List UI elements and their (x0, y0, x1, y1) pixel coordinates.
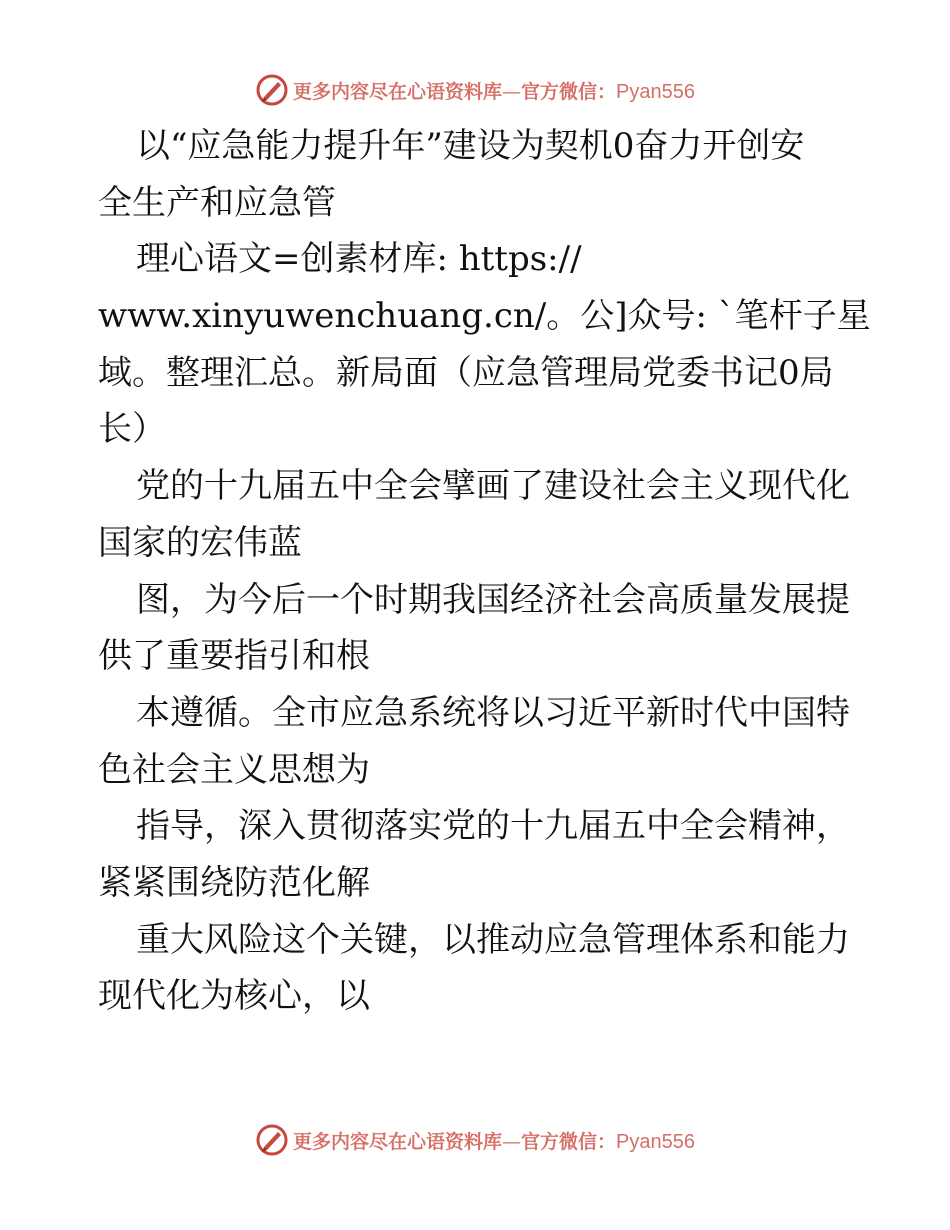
text-line: 重大风险这个关键，以推动应急管理体系和能力 (136, 919, 850, 960)
paragraph (98, 798, 853, 911)
text-line: 国家的宏伟蓝 (98, 522, 302, 563)
footer-banner-text (293, 1127, 695, 1154)
text-line: 长） (98, 409, 166, 450)
paragraph (98, 231, 871, 458)
footer-banner-main: 更多内容尽在心语资料库 (293, 1130, 503, 1153)
text-line: 色社会主义思想为 (98, 749, 370, 790)
header-banner-text (293, 77, 695, 104)
header-banner (0, 70, 950, 110)
header-banner-label: 官方微信： (521, 80, 617, 103)
paragraph (98, 118, 853, 231)
text-line: 供了重要指引和根 (98, 636, 370, 677)
footer-banner-id: Pyan556 (616, 1130, 695, 1153)
text-line: 域。整理汇总。新局面（应急管理局党委书记0局 (98, 352, 834, 393)
text-line: 现代化为核心，以 (98, 976, 370, 1017)
header-banner-id: Pyan556 (616, 80, 695, 103)
text-line: 以“应急能力提升年”建设为契机0奋力开创安 (136, 126, 805, 166)
header-banner-main: 更多内容尽在心语资料库 (293, 80, 503, 103)
footer-banner-label: 官方微信： (521, 1130, 617, 1153)
pen-logo-icon (255, 73, 289, 107)
text-line: www.xinyuwenchuang.cn/。公]众号: `笔杆子星 (98, 296, 871, 337)
footer-banner-dash: — (502, 1130, 522, 1153)
paragraph (98, 912, 853, 1025)
paragraph (98, 458, 853, 571)
paragraph (98, 685, 853, 798)
paragraph (98, 572, 853, 685)
document-body (98, 118, 871, 1025)
footer-banner (0, 1120, 950, 1160)
text-line: 指导，深入贯彻落实党的十九届五中全会精神， (136, 806, 850, 847)
text-line: 本遵循。全市应急系统将以习近平新时代中国特 (136, 692, 850, 733)
text-line: 全生产和应急管 (98, 182, 336, 223)
text-line: 理心语文=创素材库: https:// (136, 239, 582, 280)
text-line: 紧紧围绕防范化解 (98, 862, 370, 903)
pen-logo-icon (255, 1123, 289, 1157)
text-line: 党的十九届五中全会擘画了建设社会主义现代化 (136, 466, 850, 507)
text-line: 图，为今后一个时期我国经济社会高质量发展提 (136, 579, 850, 620)
header-banner-dash: — (502, 80, 522, 103)
